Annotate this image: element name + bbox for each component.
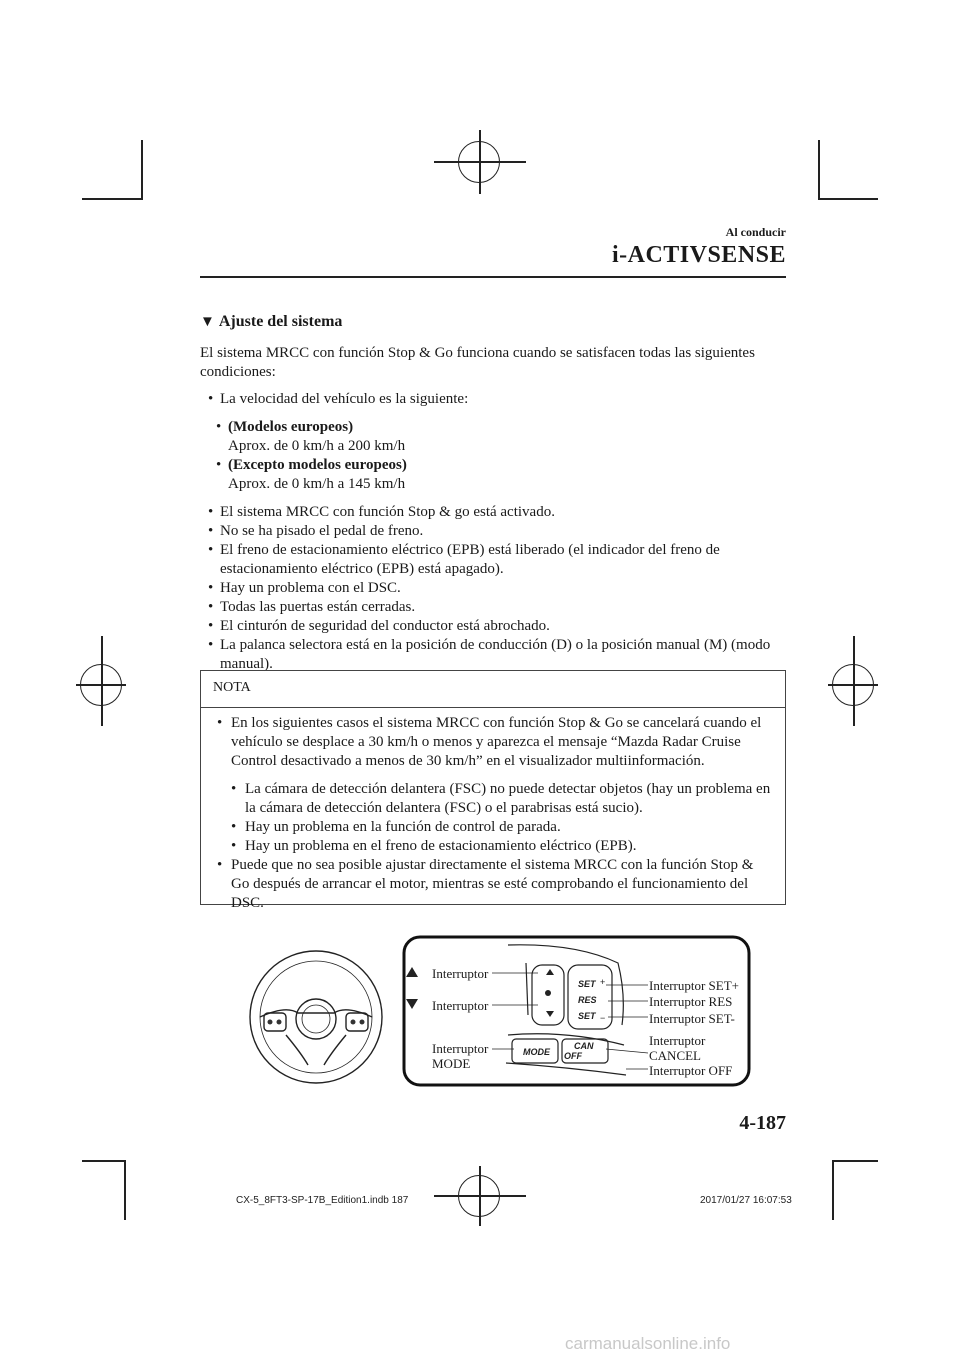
footer-file-info: CX-5_8FT3-SP-17B_Edition1.indb 187 [236,1195,409,1206]
label-set-plus-switch: Interruptor SET+ [649,978,740,993]
svg-text:+: + [600,977,606,987]
set-minus-button-label: SET [578,1011,596,1021]
note-item: • En los siguientes casos el sistema MRCC con función Stop & Go se cancelará cuando el vehículo se desplace a 30 km/h o menos y aparezca el mensaje “Mazda Radar Cruise Control desactivado a menos de 30 km/h” en el visualizador multiinformación. [217,715,762,769]
label-cancel-switch-1: Interruptor [649,1033,706,1048]
list-item: • Todas las puertas están cerradas. [208,599,416,615]
steering-wheel-figure [246,935,751,1087]
page-number: 4-187 [739,1112,786,1134]
list-item: • (Modelos europeos) Aprox. de 0 km/h a 200 km/h [216,419,406,454]
label-set-minus-switch: Interruptor SET- [649,1011,735,1026]
section-title: Al conducir [725,225,786,239]
heading-text: Ajuste del sistema [218,313,343,330]
triangle-down-icon: ▼ [200,314,215,330]
note-title: NOTA [201,671,785,708]
note-subitem: • Hay un problema en la función de control de parada. [231,819,561,835]
list-item: • La velocidad del vehículo es la siguiente: [208,391,469,407]
list-item: • No se ha pisado el pedal de freno. [208,523,424,539]
note-subitem: • Hay un problema en el freno de estacionamiento eléctrico (EPB). [231,838,637,854]
note-box [200,670,786,911]
running-header [500,225,786,269]
watermark: carmanualsonline.info [565,1334,731,1353]
main-content [200,312,790,674]
set-plus-button-label: SET [578,979,596,989]
note-item: • Puede que no sea posible ajustar directamente el sistema MRCC con la función Stop & Go después de arrancar el motor, mientras se esté comprobando el funcionamiento del DSC. [217,857,754,911]
label-down-switch: Interruptor [432,998,489,1013]
list-item: • La palanca selectora está en la posición de conducción (D) o la posición manual (M) (modo manual). [208,637,771,672]
label-res-switch: Interruptor RES [649,994,733,1009]
label-mode-switch-2: MODE [432,1056,471,1071]
can-button-label: CAN [574,1041,594,1051]
svg-text:−: − [600,1013,606,1023]
intro-paragraph: El sistema MRCC con función Stop & Go funciona cuando se satisfacen todas las siguientes condiciones: [200,345,755,380]
note-subitem: • La cámara de detección delantera (FSC) no puede detectar objetos (hay un problema en la cámara de detección delantera (FSC) o el parabrisas está sucio). [231,781,771,816]
list-item: • Hay un problema con el DSC. [208,580,401,596]
label-up-switch: Interruptor [432,966,489,981]
res-button-label: RES [578,995,597,1005]
label-mode-switch-1: Interruptor [432,1041,489,1056]
chapter-title: i-ACTIVSENSE [611,242,786,268]
list-item: • El sistema MRCC con función Stop & go está activado. [208,504,555,520]
off-button-label: OFF [564,1051,582,1061]
label-cancel-switch-2: CANCEL [649,1048,701,1063]
mode-button-label: MODE [523,1047,550,1057]
note-body [201,708,785,913]
footer-timestamp: 2017/01/27 16:07:53 [700,1195,792,1206]
header-divider [200,276,786,278]
list-item: • El freno de estacionamiento eléctrico (EPB) está liberado (el indicador del freno de estacionamiento eléctrico (EPB) está apagado). [208,542,720,577]
label-off-switch: Interruptor OFF [649,1063,733,1078]
list-item: • (Excepto modelos europeos) Aprox. de 0 km/h a 145 km/h [216,457,407,492]
section-heading [200,312,790,332]
list-item: • El cinturón de seguridad del conductor está abrochado. [208,618,550,634]
